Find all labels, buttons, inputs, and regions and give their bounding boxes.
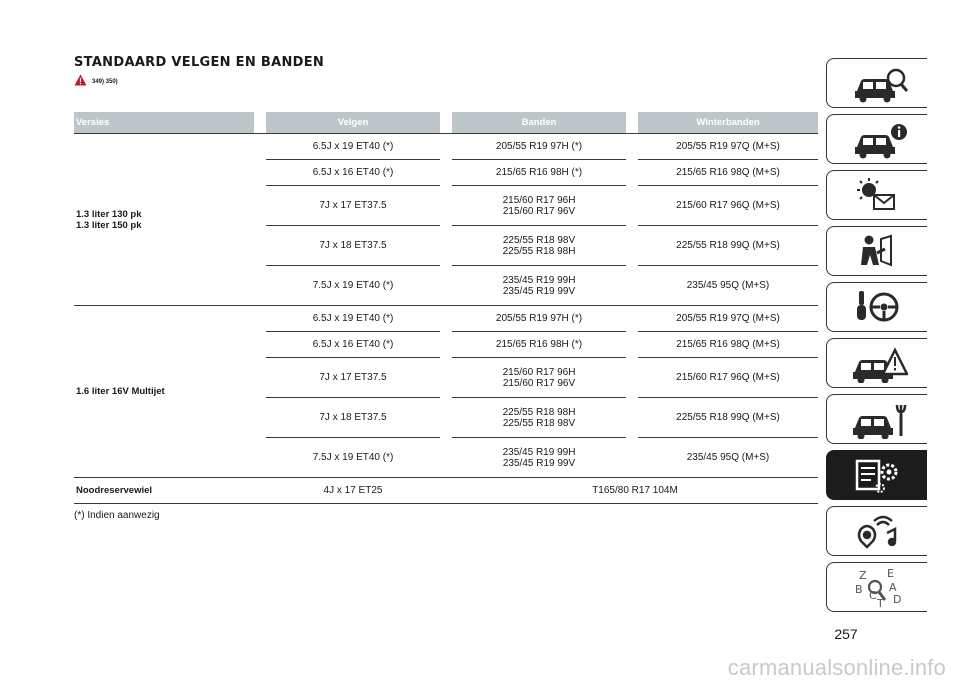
tyre-size: 225/55 R18 98H [502,245,576,257]
tyre-cell [452,438,626,478]
spare-wheel-row [74,478,818,504]
rim-cell: 7J x 17 ET37.5 [266,358,440,398]
version-cell [74,134,254,306]
tyre-cell [452,398,626,438]
header-winter-tyres: Winterbanden [638,112,818,134]
tyre-size: 205/55 R19 97H (*) [495,313,583,324]
spare-tyre-cell: T165/80 R17 104M [452,478,818,504]
dashboard-lights-icon [846,175,908,215]
page-number: 257 [834,626,858,642]
tyre-size: 225/55 R18 98V [502,234,576,246]
svg-text:T: T [877,597,884,607]
tyre-cell [452,186,626,226]
version-label: 1.3 liter 130 pk [76,208,142,220]
tyre-cell [452,226,626,266]
tyre-cell [452,332,626,358]
warning-note [74,74,118,86]
svg-text:B: B [855,583,863,596]
svg-text:E: E [887,567,894,580]
tyre-size: 215/65 R16 98H (*) [495,167,583,178]
winter-tyre-cell: 215/60 R17 96Q (M+S) [638,186,818,226]
tyre-cell [452,306,626,332]
chapter-tab-tech-specs[interactable] [826,450,927,500]
header-tyres: Banden [452,112,626,134]
winter-tyre-cell: 205/55 R19 97Q (M+S) [638,134,818,160]
rim-cell: 7J x 18 ET37.5 [266,226,440,266]
rim-cell: 7J x 18 ET37.5 [266,398,440,438]
chapter-tab-multimedia[interactable] [826,506,927,556]
alphabetical-index-icon [846,567,908,607]
svg-text:Z: Z [859,569,867,582]
winter-tyre-cell: 215/65 R16 98Q (M+S) [638,160,818,186]
car-search-icon [846,63,908,103]
chapter-tab-airbag-safety[interactable] [826,226,927,276]
chapter-tab-car-search[interactable] [826,58,927,108]
tyre-cell [452,134,626,160]
tyre-size: 215/60 R17 96H [502,366,576,378]
spare-rim-cell: 4J x 17 ET25 [266,478,440,504]
version-cell [74,306,254,478]
table-row [74,134,818,160]
tyre-size: 215/60 R17 96V [502,205,576,217]
tyre-size: 215/60 R17 96V [502,377,576,389]
steering-key-icon [846,287,908,327]
svg-text:D: D [893,593,902,606]
version-label: 1.3 liter 150 pk [76,219,142,231]
winter-tyre-cell: 235/45 95Q (M+S) [638,438,818,478]
winter-tyre-cell: 205/55 R19 97Q (M+S) [638,306,818,332]
table-header-row [74,112,818,134]
rim-cell: 6.5J x 16 ET40 (*) [266,160,440,186]
chapter-tab-car-info[interactable] [826,114,927,164]
winter-tyre-cell: 235/45 95Q (M+S) [638,266,818,306]
svg-text:C: C [869,589,877,602]
rim-cell: 6.5J x 19 ET40 (*) [266,134,440,160]
warning-triangle-icon [74,74,87,86]
chapter-tab-car-warning[interactable] [826,338,927,388]
car-service-icon [846,399,908,439]
table-row [74,306,818,332]
section-title: STANDAARD VELGEN EN BANDEN [74,55,325,70]
tyre-size: 225/55 R18 98V [502,417,576,429]
spare-wheel-label: Noodreservewiel [74,478,254,504]
rim-cell: 6.5J x 19 ET40 (*) [266,306,440,332]
winter-tyre-cell: 215/60 R17 96Q (M+S) [638,358,818,398]
tyre-cell [452,358,626,398]
car-warning-icon [846,343,908,383]
rim-cell: 7.5J x 19 ET40 (*) [266,266,440,306]
header-rims: Velgen [266,112,440,134]
tyre-size: 225/55 R18 98H [502,406,576,418]
footnote: (*) Indien aanwezig [74,510,160,521]
car-info-icon [846,119,908,159]
tyre-size: 215/60 R17 96H [502,194,576,206]
airbag-safety-icon [846,231,908,271]
winter-tyre-cell: 225/55 R18 99Q (M+S) [638,398,818,438]
tech-specs-icon [846,455,908,495]
multimedia-icon [846,511,908,551]
version-label: 1.6 liter 16V Multijet [76,386,165,397]
rims-tyres-table [74,112,818,504]
chapter-tab-car-service[interactable] [826,394,927,444]
rim-cell: 6.5J x 16 ET40 (*) [266,332,440,358]
watermark: carmanualsonline.info [727,655,946,680]
tyre-size: 235/45 R19 99H [502,446,576,458]
tyre-cell [452,266,626,306]
tyre-size: 235/45 R19 99V [502,285,576,297]
chapter-tab-alphabetical-index[interactable] [826,562,927,612]
tyre-cell [452,160,626,186]
chapter-tab-dashboard-lights[interactable] [826,170,927,220]
svg-text:A: A [889,581,897,594]
tyre-size: 215/65 R16 98H (*) [495,339,583,350]
tyre-size: 205/55 R19 97H (*) [495,141,583,152]
rim-cell: 7.5J x 19 ET40 (*) [266,438,440,478]
header-versions: Versies [74,112,254,134]
winter-tyre-cell: 225/55 R18 99Q (M+S) [638,226,818,266]
rim-cell: 7J x 17 ET37.5 [266,186,440,226]
warning-references: 349) 350) [92,79,118,85]
chapter-tab-steering-key[interactable] [826,282,927,332]
tyre-size: 235/45 R19 99H [502,274,576,286]
winter-tyre-cell: 215/65 R16 98Q (M+S) [638,332,818,358]
tyre-size: 235/45 R19 99V [502,457,576,469]
